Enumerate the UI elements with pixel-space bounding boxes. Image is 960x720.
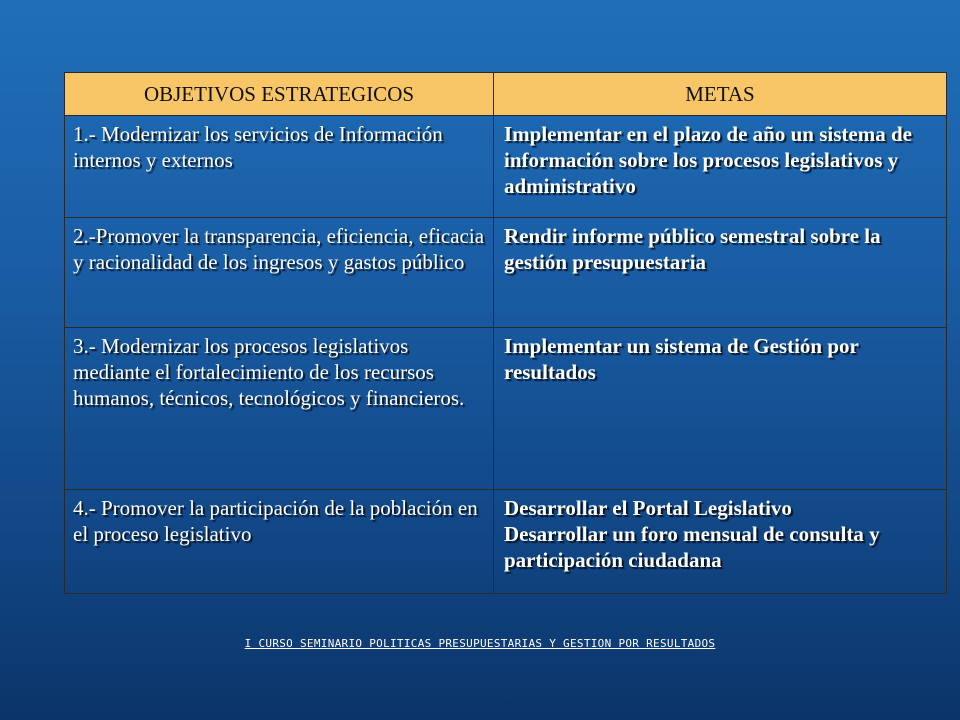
meta-cell xyxy=(494,116,947,218)
header-metas: METAS xyxy=(494,73,947,116)
objective-cell: 1.- Modernizar los servicios de Información internos y externos xyxy=(65,116,494,218)
meta-text: Implementar en el plazo de año un sistema de información sobre los procesos legislativos y administrativo xyxy=(504,122,912,199)
objective-cell: 2.-Promover la transparencia, eficiencia, eficacia y racionalidad de los ingresos y gastos público xyxy=(65,218,494,328)
table-row xyxy=(65,218,947,328)
table-row xyxy=(65,490,947,594)
meta-text: Rendir informe público semestral sobre la gestión presupuestaria xyxy=(504,224,881,275)
header-objetivos: OBJETIVOS ESTRATEGICOS xyxy=(65,73,494,116)
meta-text: Implementar un sistema de Gestión por resultados xyxy=(504,334,859,385)
table-header-row xyxy=(65,73,947,116)
meta-cell xyxy=(494,218,947,328)
meta-text: Desarrollar un foro mensual de consulta y participación ciudadana xyxy=(504,522,880,573)
meta-cell xyxy=(494,490,947,594)
table-row xyxy=(65,116,947,218)
meta-cell xyxy=(494,328,947,490)
footer-text: I CURSO SEMINARIO POLITICAS PRESUPUESTARIAS Y GESTION POR RESULTADOS xyxy=(244,637,716,650)
objective-cell: 3.- Modernizar los procesos legislativos mediante el fortalecimiento de los recursos humanos, técnicos, tecnológicos y financieros. xyxy=(65,328,494,490)
meta-text: Desarrollar el Portal Legislativo xyxy=(504,496,792,520)
objectives-table xyxy=(64,72,947,594)
table-row xyxy=(65,328,947,490)
objective-cell: 4.- Promover la participación de la población en el proceso legislativo xyxy=(65,490,494,594)
